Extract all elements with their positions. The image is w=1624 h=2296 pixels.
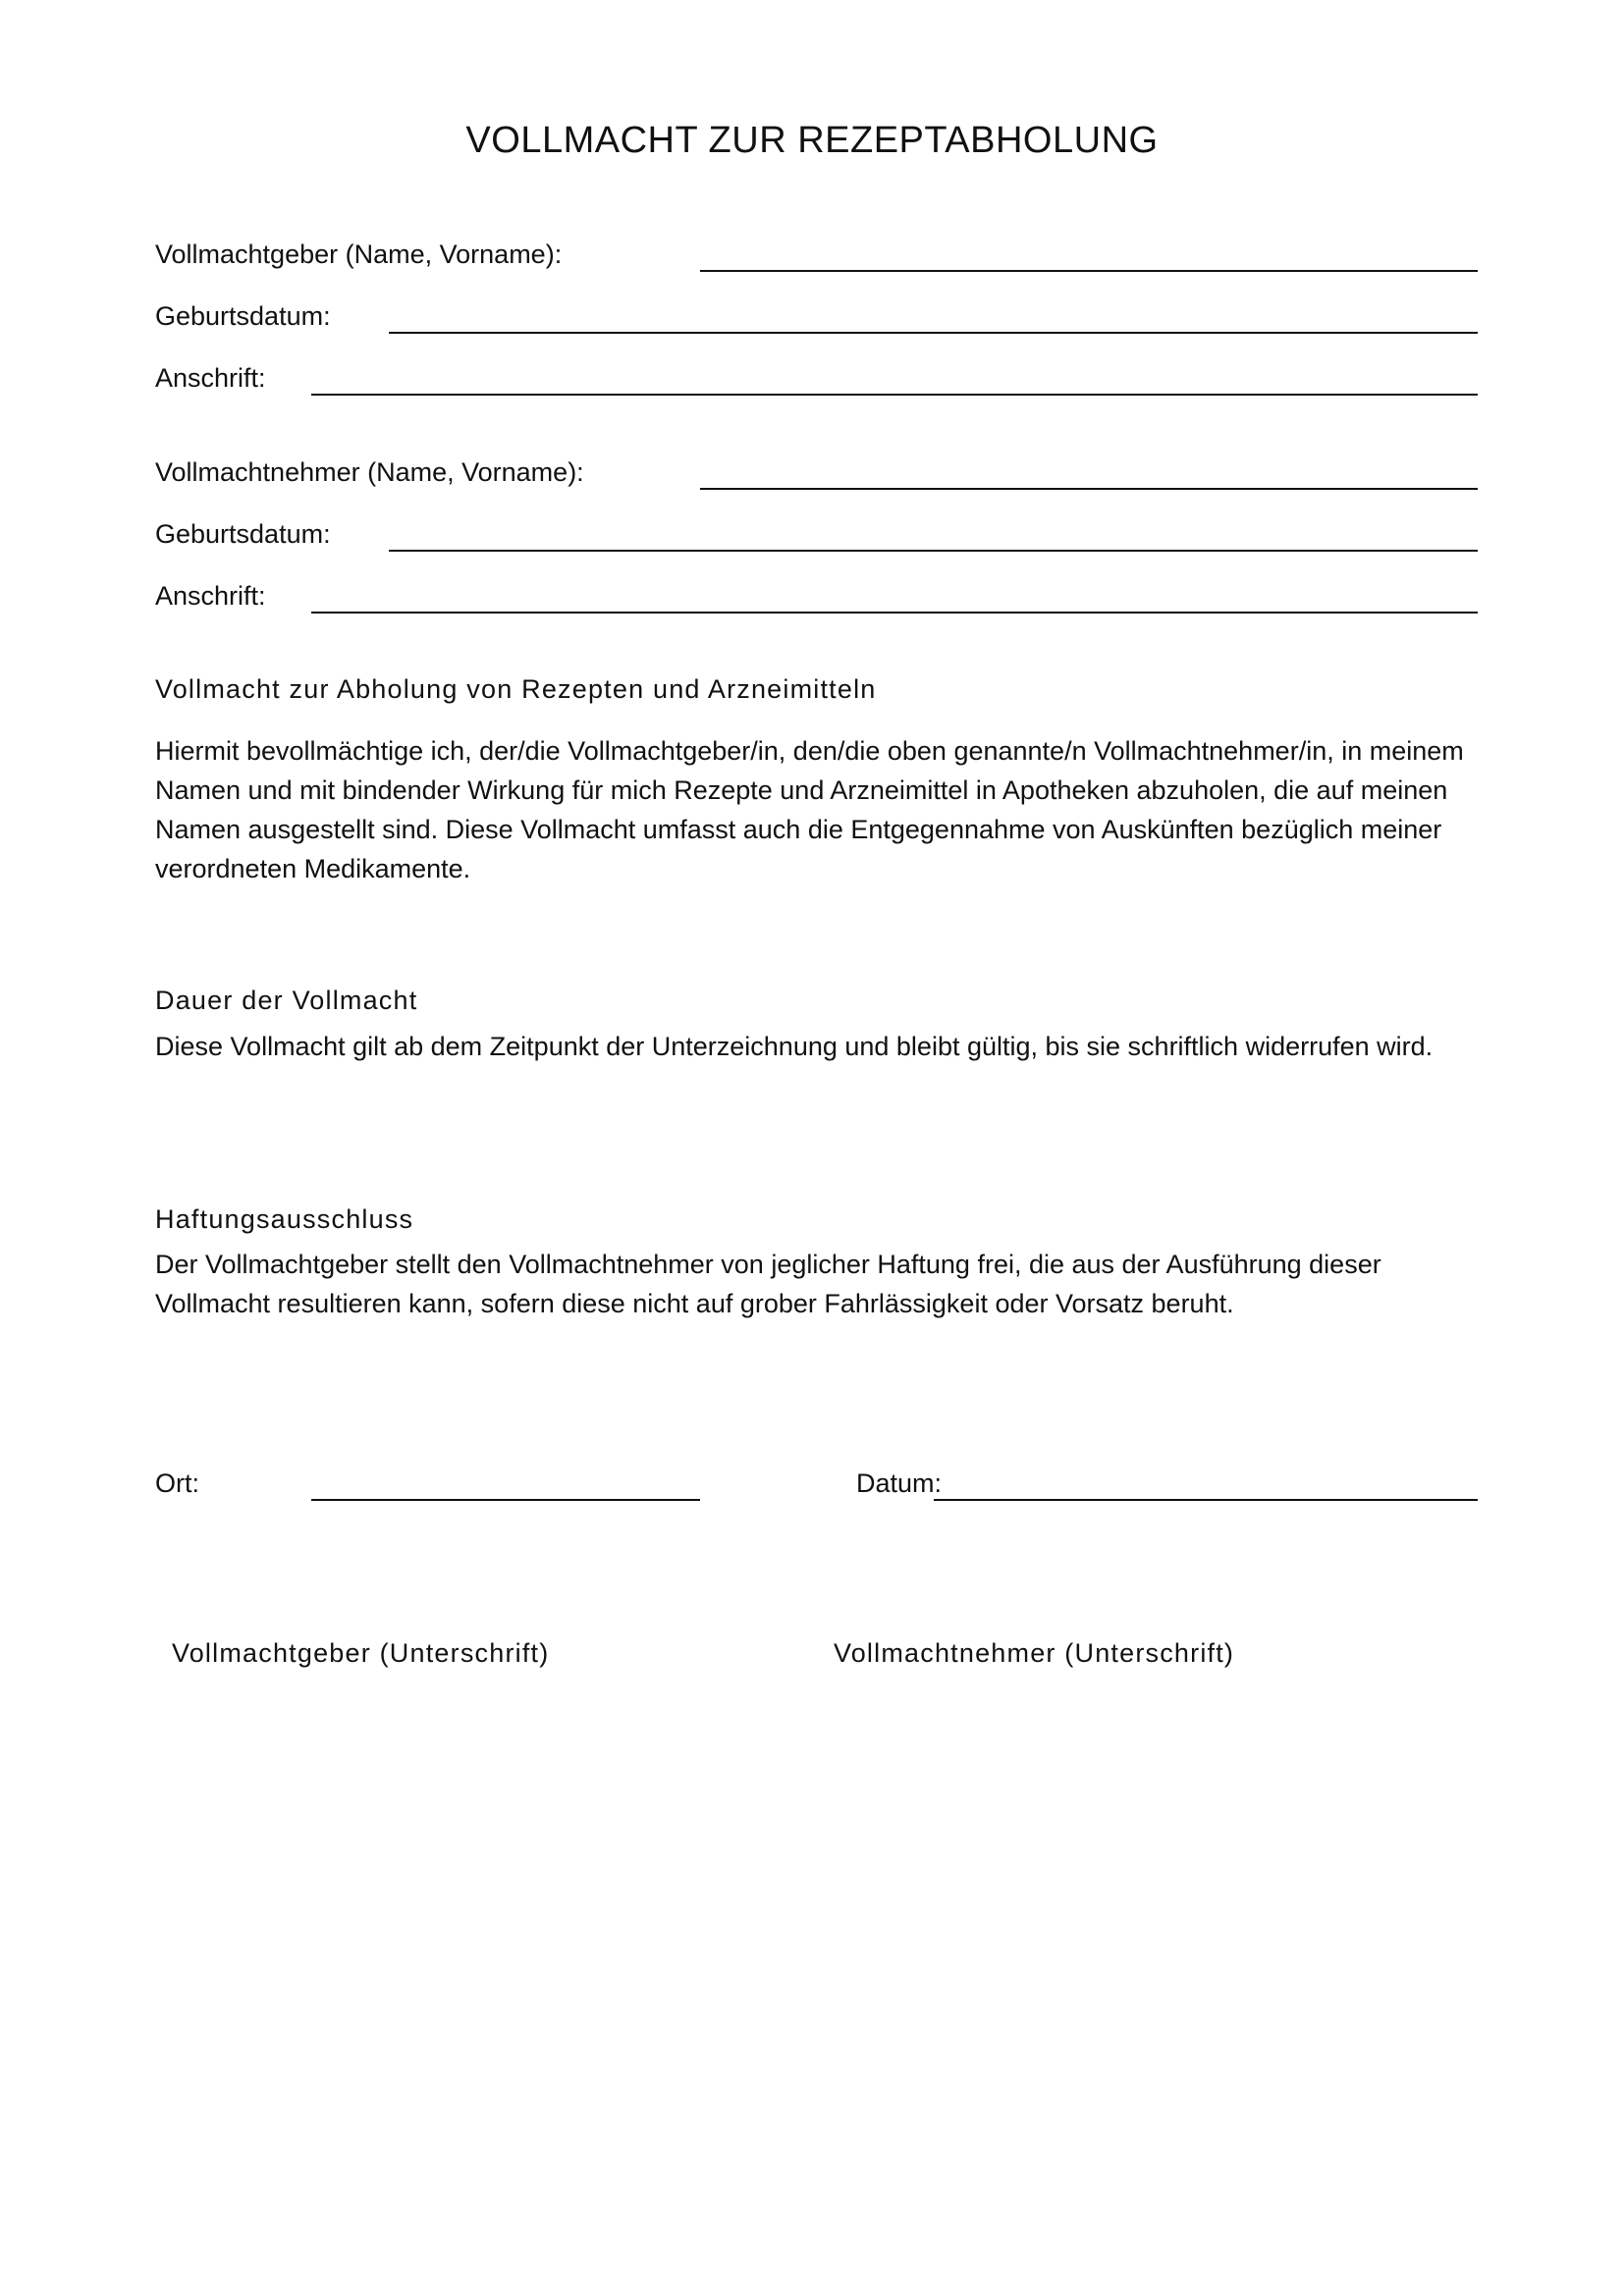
- section-body-duration: Diese Vollmacht gilt ab dem Zeitpunkt der Unterzeichnung und bleibt gültig, bis sie schriftlich widerrufen wird.: [155, 1032, 1434, 1061]
- grantor-birth-line[interactable]: [389, 332, 1478, 334]
- section-body-liability: Der Vollmachtgeber stellt den Vollmachtnehmer von jeglicher Haftung frei, die aus der Ausführung dieser Vollmacht resultieren kann, sofern diese nicht auf grober Fahrlässigkeit oder Vorsatz beruht.: [155, 1250, 1381, 1318]
- date-line[interactable]: [934, 1499, 1478, 1501]
- grantee-birth-line[interactable]: [389, 550, 1478, 552]
- grantee-signature-label: Vollmachtnehmer (Unterschrift): [834, 1638, 1235, 1668]
- document-title: VOLLMACHT ZUR REZEPTABHOLUNG: [465, 120, 1159, 161]
- grantor-signature-label: Vollmachtgeber (Unterschrift): [172, 1638, 550, 1668]
- grantee-birth-label: Geburtsdatum:: [155, 519, 331, 549]
- section-body-authorization: Hiermit bevollmächtige ich, der/die Vollmachtgeber/in, den/die oben genannte/n Vollmachtnehmer/in, in meinem Namen und mit bindender Wirkung für mich Rezepte und Arzneimittel in Apotheken abzuholen, die auf meinen Namen ausgestellt sind. Diese Vollmacht umfasst auch die Entgegennahme von Auskünften bezüglich meiner verordneten Medikamente.: [155, 736, 1464, 883]
- grantor-address-line[interactable]: [311, 394, 1478, 396]
- place-label: Ort:: [155, 1468, 199, 1498]
- section-heading-authorization: Vollmacht zur Abholung von Rezepten und Arzneimitteln: [155, 674, 877, 704]
- grantee-address-line[interactable]: [311, 612, 1478, 614]
- grantor-birth-label: Geburtsdatum:: [155, 301, 331, 331]
- grantee-name-line[interactable]: [700, 488, 1478, 490]
- grantor-name-line[interactable]: [700, 270, 1478, 272]
- date-label: Datum:: [856, 1468, 943, 1498]
- grantee-address-label: Anschrift:: [155, 581, 266, 611]
- section-heading-duration: Dauer der Vollmacht: [155, 986, 418, 1015]
- grantor-name-label: Vollmachtgeber (Name, Vorname):: [155, 240, 563, 269]
- section-heading-liability: Haftungsausschluss: [155, 1204, 414, 1234]
- place-line[interactable]: [311, 1499, 700, 1501]
- grantor-address-label: Anschrift:: [155, 363, 266, 393]
- grantee-name-label: Vollmachtnehmer (Name, Vorname):: [155, 457, 584, 487]
